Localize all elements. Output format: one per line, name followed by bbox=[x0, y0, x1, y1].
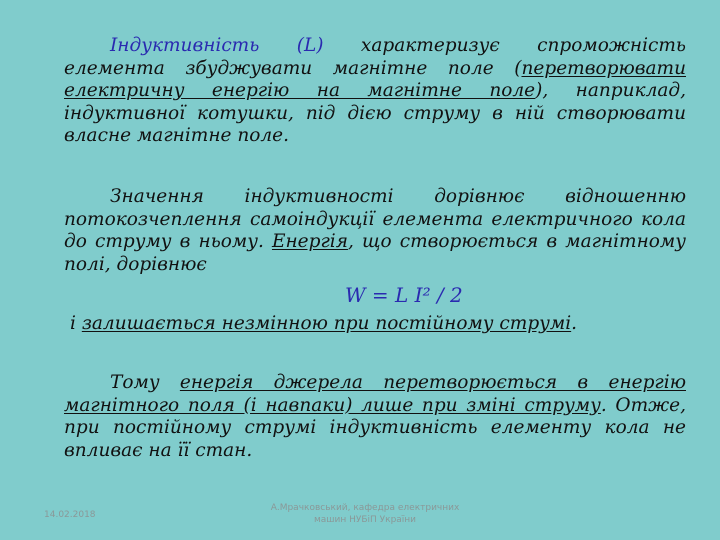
remain-text-2: . bbox=[571, 313, 578, 334]
footer-author bbox=[255, 502, 475, 526]
p2-text-2: , що створюється в магнітному полі, дорівнює bbox=[64, 231, 686, 275]
paragraph-conclusion bbox=[64, 372, 686, 462]
paragraph-inductance-definition bbox=[64, 35, 686, 148]
p3-underlined: енергія джерела перетворюється в енергію магнітного поля (і навпаки) лише при зміні струму bbox=[64, 372, 686, 416]
term-inductance: Індуктивність (L) bbox=[110, 35, 324, 56]
footer-author-line-2: машин НУБіП України bbox=[313, 515, 417, 525]
p1-text-2: ), наприклад, індуктивної котушки, під дією струму в ній створювати власне магнітне поле. bbox=[64, 80, 686, 146]
remain-text-1: і bbox=[70, 313, 82, 334]
p1-underlined: перетворювати електричну енергію на магнітне поле bbox=[64, 57, 686, 101]
remain-underlined: залишається незмінною при постійному струмі bbox=[81, 313, 572, 334]
p2-underlined-energy: Енергія bbox=[271, 231, 348, 252]
paragraph-inductance-value bbox=[64, 186, 686, 276]
p3-text-2: . Отже, при постійному струмі індуктивність елементу кола не впливає на її стан. bbox=[64, 394, 686, 461]
remain-line bbox=[70, 313, 577, 334]
p1-text-1: характеризує спроможність елемента збуджувати магнітне поле ( bbox=[64, 35, 686, 79]
footer-date: 14.02.2018 bbox=[44, 510, 96, 520]
p3-text-1: Тому bbox=[110, 372, 180, 393]
p2-text-1: Значення індуктивності дорівнює відношенню потокозчеплення самоіндукції елемента електричного кола до струму в ньому. bbox=[64, 186, 686, 252]
energy-formula: W = L I² / 2 bbox=[345, 283, 463, 307]
footer-author-line-1: А.Мрачковський, кафедра електричних bbox=[270, 503, 460, 513]
